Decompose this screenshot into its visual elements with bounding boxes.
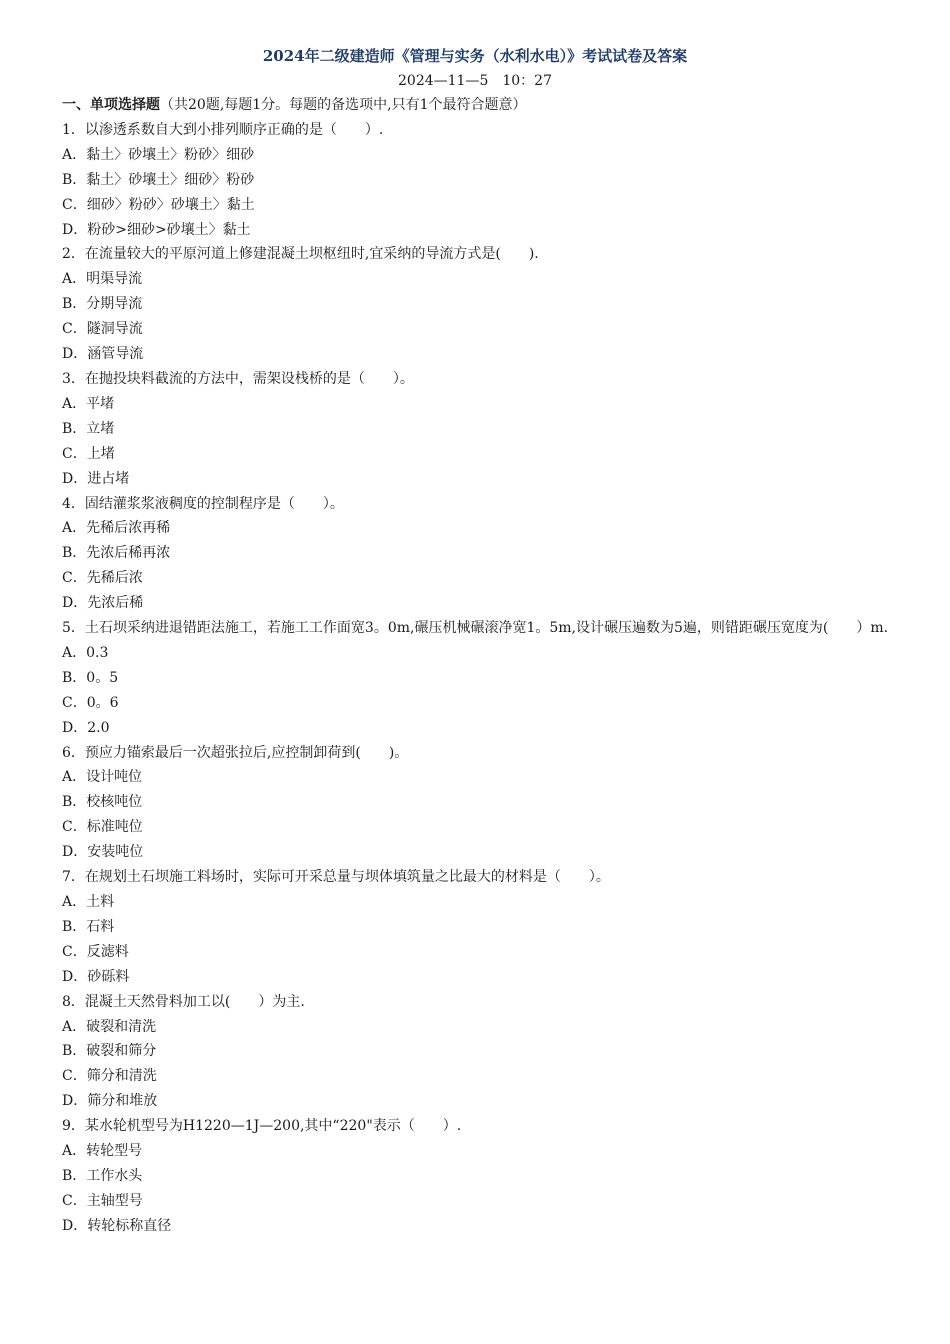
answer-option: A．土料 (62, 894, 115, 910)
answer-option: C．反滤料 (62, 943, 129, 960)
answer-option: C．筛分和清洗 (62, 1068, 157, 1085)
answer-option: C．标准吨位 (62, 819, 143, 836)
answer-option: B．先浓后稀再浓 (62, 545, 171, 562)
document-datetime: 2024—11—5 10：27 (398, 73, 552, 89)
document-body (30, 93, 920, 1239)
answer-option: B．分期导流 (62, 296, 143, 313)
answer-option: D．2.0 (62, 719, 110, 736)
answer-option: A．转轮型号 (62, 1143, 143, 1160)
answer-option: C．隧洞导流 (62, 321, 143, 338)
question-stem: 2．在流量较大的平原河道上修建混凝土坝枢纽时,宜采纳的导流方式是( ). (62, 246, 539, 263)
question-stem: 3．在抛投块料截流的方法中，需架设栈桥的是（ ）。 (62, 370, 414, 387)
answer-option: D．先浓后稀 (62, 595, 144, 612)
answer-option: A．明渠导流 (62, 271, 143, 288)
answer-option: C．0。6 (62, 694, 119, 711)
document-title: 2024年二级建造师《管理与实务（水利水电）》考试试卷及答案 (262, 47, 688, 65)
question-stem: 9．某水轮机型号为H1220—1J—200,其中“220"表示（ ）. (62, 1118, 462, 1135)
answer-option: C．上堵 (62, 445, 115, 462)
answer-option: B．石料 (62, 918, 115, 935)
question-stem: 6．预应力锚索最后一次超张拉后,应控制卸荷到( )。 (62, 744, 409, 761)
question-stem: 4．固结灌浆浆液稠度的控制程序是（ ）。 (62, 495, 344, 512)
answer-option: C．先稀后浓 (62, 570, 143, 587)
answer-option: D．粉砂>细砂>砂壤土〉黏土 (62, 221, 251, 238)
section-title: 一、单项选择题 (62, 97, 160, 113)
answer-option: A．平堵 (62, 395, 115, 412)
answer-option: A．黏土〉砂壤土〉粉砂〉细砂 (62, 146, 255, 163)
answer-option: D．安装吨位 (62, 844, 144, 861)
question-stem: 7．在规划土石坝施工料场时，实际可开采总量与坝体填筑量之比最大的材料是（ ）。 (62, 869, 610, 886)
section-note: （共20题,每题1分。每题的备选项中,只有1个最符合题意） (160, 97, 527, 113)
answer-option: B．立堵 (62, 420, 115, 437)
answer-option: D．砂砾料 (62, 968, 130, 985)
answer-option: B．破裂和筛分 (62, 1043, 157, 1060)
answer-option: B．工作水头 (62, 1167, 143, 1184)
answer-option: D．转轮标称直径 (62, 1217, 172, 1234)
question-stem: 1．以渗透系数自大到小排列顺序正确的是（ ）. (62, 121, 384, 138)
answer-option: D．进占堵 (62, 470, 130, 487)
answer-option: B．0。5 (62, 669, 119, 686)
answer-option: C．细砂〉粉砂〉砂壤土〉黏土 (62, 196, 255, 213)
answer-option: A．破裂和清洗 (62, 1018, 157, 1035)
answer-option: D．筛分和堆放 (62, 1093, 158, 1110)
section-heading (30, 93, 920, 118)
answer-option: A．0.3 (62, 644, 109, 661)
answer-option: A．先稀后浓再稀 (62, 520, 171, 537)
question-stem: 8．混凝土天然骨料加工以( ）为主. (62, 993, 305, 1010)
question-stem: 5．土石坝采纳进退错距法施工，若施工工作面宽3。0m,碾压机械碾滚净宽1。5m,设计碾压遍数为5遍，则错距碾压宽度为( ）m. (62, 620, 889, 637)
answer-option: C．主轴型号 (62, 1192, 143, 1209)
answer-option: A．设计吨位 (62, 769, 143, 786)
answer-option: B．校核吨位 (62, 794, 143, 811)
answer-option: D．涵管导流 (62, 346, 144, 363)
answer-option: B．黏土〉砂壤土〉细砂〉粉砂 (62, 171, 255, 188)
